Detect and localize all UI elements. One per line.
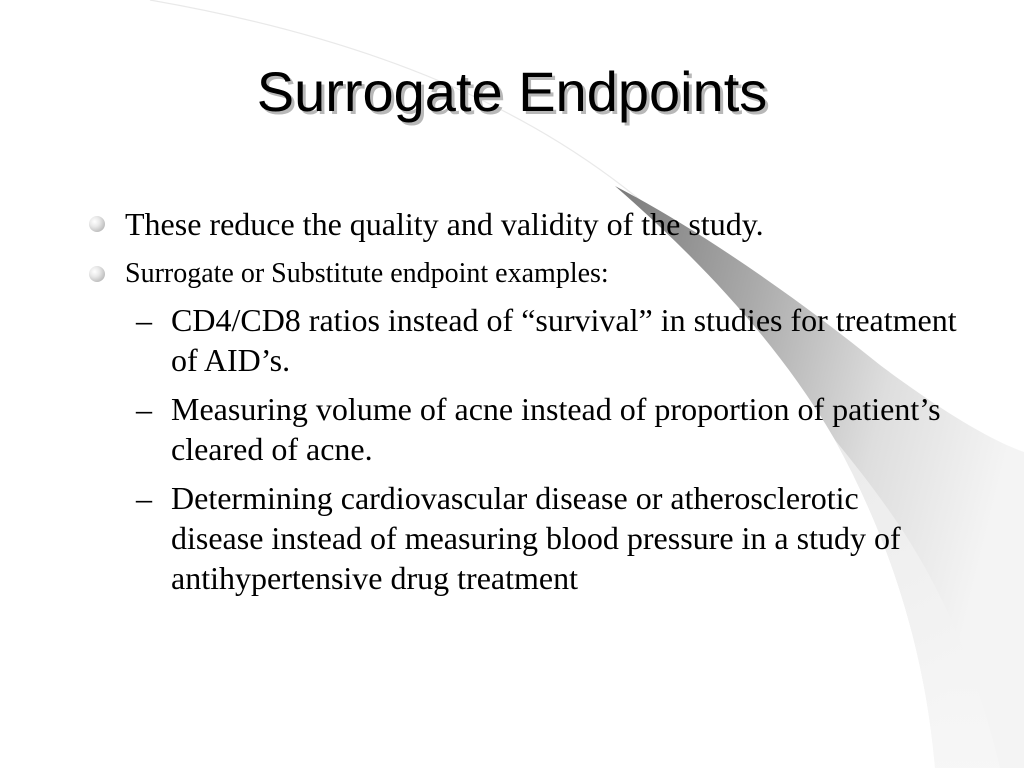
bullet-item [88,252,958,296]
bullet-item [88,196,958,252]
bullet-text: Surrogate or Substitute endpoint examples: [125,258,609,289]
slide-title: Surrogate Endpoints [256,60,768,123]
sub-bullet-text: Measuring volume of acne instead of proportion of patient’s cleared of acne. [171,391,941,467]
sub-bullet-list [88,300,958,598]
bullet-dot-icon [89,266,105,282]
sub-bullet-item [88,478,958,598]
sub-bullet-text: Determining cardiovascular disease or atherosclerotic disease instead of measuring blood pressure in a study of antihypertensive drug treatment [171,480,901,596]
dash-icon: – [136,480,152,516]
sub-bullet-item [88,300,958,380]
bullet-text: These reduce the quality and validity of the study. [125,206,764,242]
sub-bullet-item [88,389,958,469]
sub-bullet-text: CD4/CD8 ratios instead of “survival” in studies for treatment of AID’s. [171,302,957,378]
bullet-dot-icon [89,216,105,232]
dash-icon: – [136,391,152,427]
slide-body [88,196,958,607]
dash-icon: – [136,302,152,338]
